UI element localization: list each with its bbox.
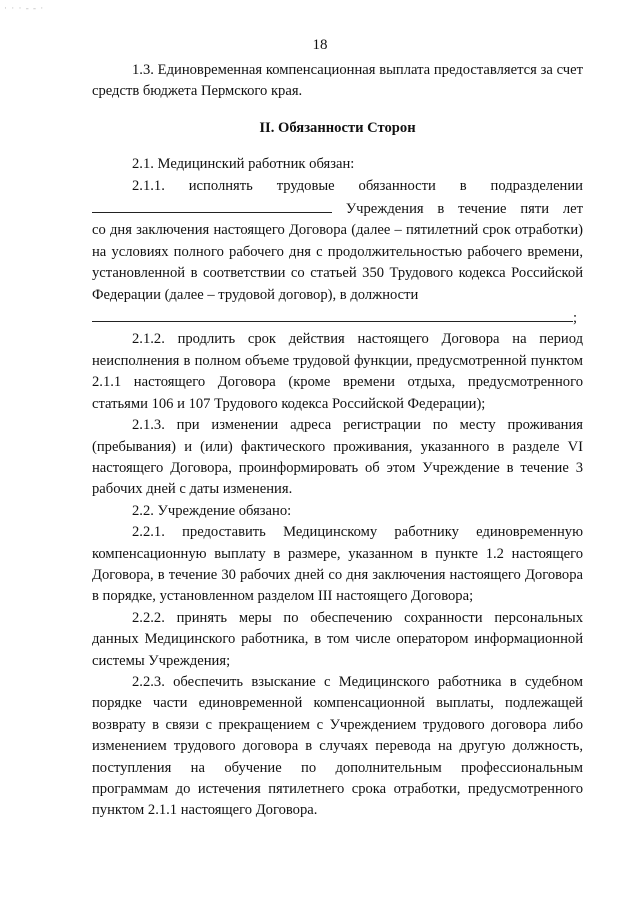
paragraph-2-1-3: 2.1.3. при изменении адреса регистрации по месту проживания (пребывания) и (или) фактического проживания, указанного в разделе VI настоящего Договора, проинформировать об этом Учреждение в течение 3 рабочих дней с даты изменения. — [92, 417, 583, 498]
position-blank-line — [92, 306, 573, 322]
paragraph-1-3: 1.3. Единовременная компенсационная выплата предоставляется за счет средств бюджета Пермского края. — [92, 62, 583, 100]
position-line-end: ; — [573, 310, 578, 327]
paragraph-2-1-1-line2 — [92, 197, 583, 220]
paragraph-2-1: 2.1. Медицинский работник обязан: — [132, 156, 355, 173]
paragraph-2-2-3: 2.2.3. обеспечить взыскание с Медицинского работника в судебном порядке части единовременной компенсационной выплаты, подлежащей возврату в связи с прекращением с Учреждением трудового договора либо изменением трудового договора в случаях перевода на другую должность, поступления на обучение по дополнительным профессиональным программам до истечения пятилетнего срока отработки, предусмотренного пунктом 2.1.1 настоящего Договора. — [92, 673, 583, 819]
paragraph-2-1-1-line2-text: Учреждения в течение пяти лет — [345, 201, 583, 218]
paragraph-2-1-1-body: со дня заключения настоящего Договора (далее – пятилетний срок отработки) на условиях полного рабочего дня с продолжительностью рабочего времени, установленной в соответствии со статьей 350 Трудового кодекса Российской Федерации (далее – трудовой договор), в должности — [92, 222, 583, 303]
page-number: 18 — [312, 37, 328, 53]
scan-artifact: · · · - - · — [4, 3, 45, 13]
paragraph-2-1-2: 2.1.2. продлить срок действия настоящего Договора на период неисполнения в полном объеме трудовой функции, предусмотренной пунктом 2.1.1 настоящего Договора (кроме времени отдыха, предусмотренного статьями 106 и 107 Трудового кодекса Российской Федерации); — [92, 331, 583, 412]
paragraph-2-2: 2.2. Учреждение обязано: — [132, 502, 292, 519]
paragraph-2-2-1: 2.2.1. предоставить Медицинскому работнику единовременную компенсационную выплату в размере, указанном в пункте 1.2 настоящего Договора, в течение 30 рабочих дней со дня заключения настоящего Договора в порядке, установленном разделом III настоящего Договора; — [92, 524, 583, 605]
position-line — [92, 306, 583, 329]
paragraph-2-2-2: 2.2.2. принять меры по обеспечению сохранности персональных данных Медицинского работника, в том числе оператором информационной системы Учреждения; — [92, 609, 583, 669]
department-blank-line — [92, 197, 332, 213]
section-title: II. Обязанности Сторон — [259, 119, 416, 136]
document-body — [92, 60, 583, 822]
paragraph-2-1-1-line1: 2.1.1. исполнять трудовые обязанности в подразделении — [132, 177, 583, 194]
